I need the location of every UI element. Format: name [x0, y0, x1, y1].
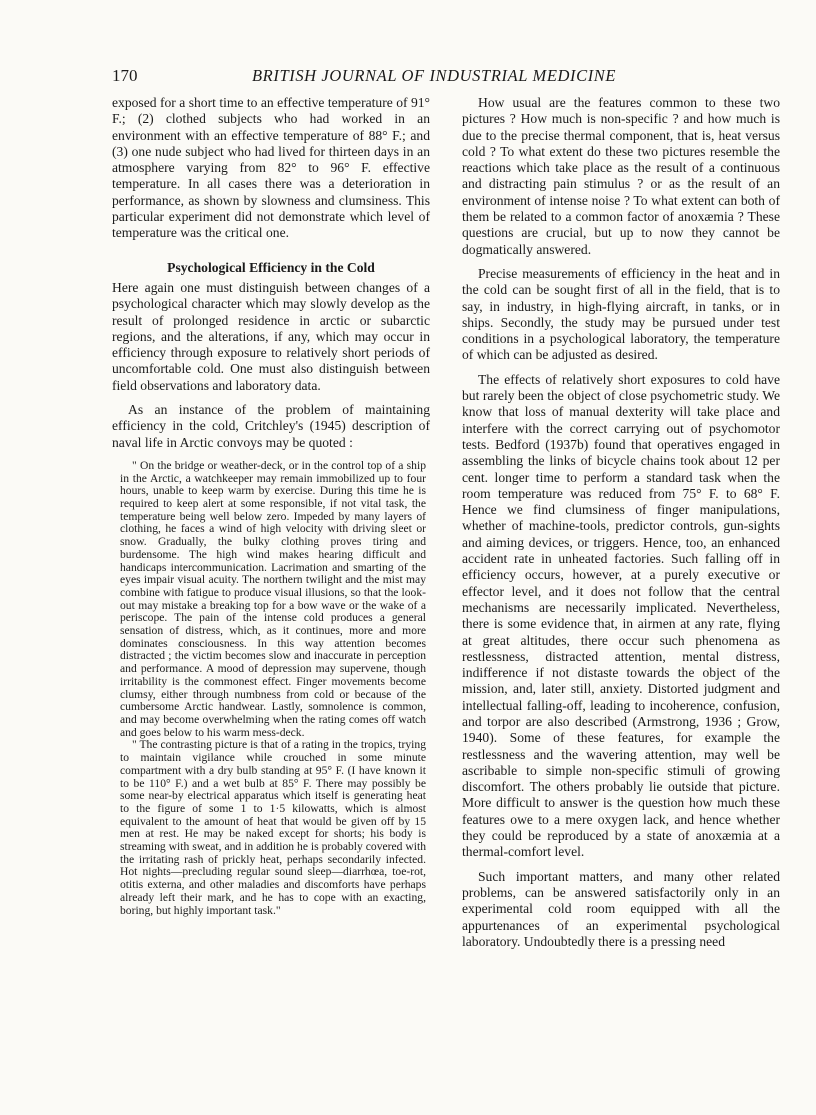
right-paragraph-4: Such important matters, and many other related problems, can be answered satisfactorily only in an experimental cold room equipped with all the appurtenances of an experimental psychological laboratory. Undoubtedly there is a pressing need — [462, 868, 780, 949]
quote-tropics: " The contrasting picture is that of a rating in the tropics, trying to maintain vigilance while crouched in some minute compartment with a dry bulb standing at 95° F. (I have known it to be 110° F.) and a wet bulb at 85° F. There may possibly be some near-by electrical apparatus which itself is generating heat to the figure of some 1 to 1·5 kilowatts, which is almost equivalent to the amount of heat that would be given off by 15 men at rest. He may be naked except for shorts; his body is streaming with sweat, and in addition he is probably covered with the irritating rash of prickly heat, perhaps secondarily infected. Hot nights—precluding regular sound sleep—diarrhœa, toe-rot, otitis externa, and other maladies and discomforts have perhaps already left their mark, and he has to cope with an exacting, boring, but highly important task." — [120, 738, 426, 917]
right-column — [462, 95, 780, 950]
right-paragraph-3: The effects of relatively short exposures to cold have but rarely been the object of close psychometric study. We know that loss of manual dexterity will take place and interfere with the correct carrying out of psychomotor tests. Bedford (1937b) found that operatives engaged in assembling the links of bicycle chains took about 12 per cent. longer time to perform a standard task when the room temperature was reduced from 75° F. to 68° F. Hence we find clumsiness of finger manipulations, whether of machine-tools, predictor controls, gun-sights and aiming devices, or triggers. Hence, too, an enhanced accident rate in unheated factories. Such falling off in efficiency occurs, however, at a purely executive or effector level, and it does not follow that the central mechanisms are necessarily implicated. Nevertheless, there is some evidence that, in airmen at any rate, flying at great altitudes, there occur such phenomena as restlessness, distracted attention, mental distress, indifference if not distaste towards the object of the mission, and, later still, anxiety. Distorted judgment and intellectual falling-off, leading to incoherence, confusion, and torpor are also described (Armstrong, 1936 ; Grow, 1940). Some of these features, for example the restlessness and the wavering attention, may well be ascribable to simple non-specific stimuli of growing discomfort. The others probably lie outside that picture. More difficult to answer is the question how much these features owe to a mere oxygen lack, and hence whether they could be reproduced by a state of anoxæmia at a thermal-comfort level. — [462, 371, 780, 860]
page-number: 170 — [112, 66, 138, 85]
journal-title: BRITISH JOURNAL OF INDUSTRIAL MEDICINE — [252, 66, 617, 85]
quote-arctic: " On the bridge or weather-deck, or in the control top of a ship in the Arctic, a watchkeeper may remain immobilized up to four hours, unable to keep warm by exercise. During this time he is required to keep alert at some responsible, if not vital task, the temperature being well below zero. Impeded by many layers of clothing, he faces a wind of high velocity with driving sleet or snow. Gradually, the bulky clothing proves tiring and burdensome. The high wind makes hearing difficult and handicaps intercommunication. Lacrimation and smarting of the eyes impair visual acuity. The northern twilight and the mist may combine with fatigue to produce visual illusions, so that the look-out may mistake a breaking top for a bow wave or the wake of a periscope. The pain of the intense cold produces a general sensation of distress, which, as it continues, more and more dominates consciousness. In this way attention becomes distracted ; the victim becomes slow and inaccurate in perception and performance. A mood of depression may supervene, though irritability is the commonest effect. Finger movements become clumsy, either through numbness from cold or because of the cumbersome Arctic handwear. Lastly, somnolence is common, and may become overwhelming when the rating comes off watch and goes below to his warm mess-deck. — [120, 458, 426, 739]
intro-paragraph: exposed for a short time to an effective temperature of 91° F.; (2) clothed subjects who had worked in an environment with an effective temperature of 88° F.; and (3) one nude subject who had lived for thirteen days in an atmosphere varying from 82° to 96° F. effective temperature. In all cases there was a deterioration in performance, as shown by slowness and clumsiness. This particular experiment did not demonstrate which level of temperature was the critical one. — [112, 95, 430, 241]
cold-paragraph-2: As an instance of the problem of maintaining efficiency in the cold, Critchley's (1945) description of naval life in Arctic convoys may be quoted : — [112, 402, 430, 450]
right-paragraph-2: Precise measurements of efficiency in the heat and in the cold can be sought first of all in the field, that is to say, in industry, in high-flying aircraft, in tanks, or in ships. Secondly, the study may be pursued under test conditions in a psychological laboratory, the temperature of which can be adjusted as desired. — [462, 265, 780, 363]
left-column — [112, 95, 430, 917]
page-header — [112, 66, 782, 92]
section-heading: Psychological Efficiency in the Cold — [167, 259, 375, 275]
cold-paragraph-1: Here again one must distinguish between changes of a psychological character which may slowly develop as the result of prolonged residence in arctic or subarctic regions, and the alterations, if any, which may occur in efficiency through exposure to relatively short periods of uncomfortable cold. One must also distinguish between field observations and laboratory data. — [112, 279, 430, 393]
right-paragraph-1: How usual are the features common to these two pictures ? How much is non-specific ? and how much is due to the precise thermal component, that is, heat versus cold ? To what extent do these two pictures resemble the reactions which take place as the result of a continuous and distracting pain stimulus ? or as the result of an environment of intense noise ? To what extent can both of them be related to a common factor of anoxæmia ? These questions are crucial, but up to now they cannot be dogmatically answered. — [462, 95, 780, 257]
critchley-quote — [120, 460, 426, 917]
